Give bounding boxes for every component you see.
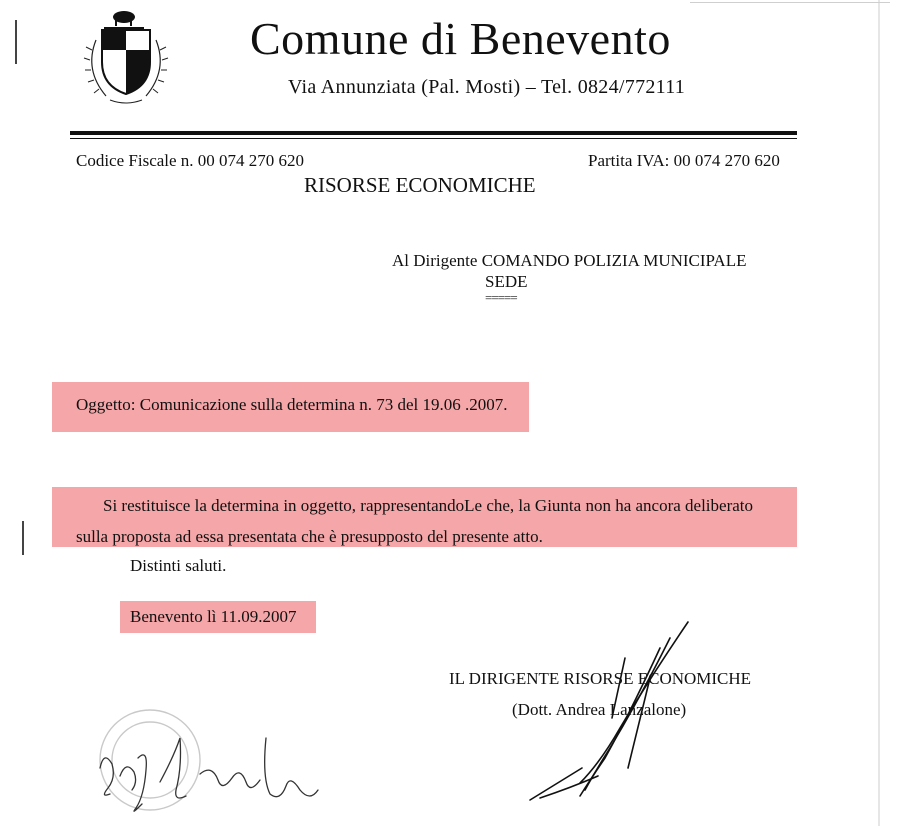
signatory-title: IL DIRIGENTE RISORSE ECONOMICHE [449,669,752,688]
subject-line: Oggetto: Comunicazione sulla determina n. 73 del 19.06 .2007. [76,395,508,414]
department-heading: RISORSE ECONOMICHE [304,173,536,197]
partita-iva: Partita IVA: 00 074 270 620 [588,151,780,170]
signatory-name: (Dott. Andrea Lanzalone) [512,700,687,719]
recipient-sede: SEDE [485,272,528,291]
body-text-line: sulla proposta ad essa presentata che è presupposto del presente atto. [76,527,543,546]
official-stamp [90,698,330,826]
scan-edge-top [690,2,890,3]
recipient-underline: ===== [485,290,517,305]
header-divider [70,131,797,135]
recipient-line: Al Dirigente COMANDO POLIZIA MUNICIPALE [392,251,747,270]
scan-edge [878,0,880,826]
body-text-line: Si restituisce la determina in oggetto, rappresentandoLe che, la Giunta non ha ancora deliberato [103,496,754,515]
closing-greeting: Distinti saluti. [130,556,227,575]
binder-mark [15,20,17,64]
coat-of-arms-logo [76,0,176,110]
handwritten-signature [510,618,710,808]
letterhead-title: Comune di Benevento [250,13,671,64]
codice-fiscale: Codice Fiscale n. 00 074 270 620 [76,151,305,170]
header-divider-thin [70,138,797,139]
letterhead-address: Via Annunziata (Pal. Mosti) – Tel. 0824/772111 [288,76,686,98]
binder-mark [22,521,24,555]
date-line: Benevento lì 11.09.2007 [130,607,297,626]
